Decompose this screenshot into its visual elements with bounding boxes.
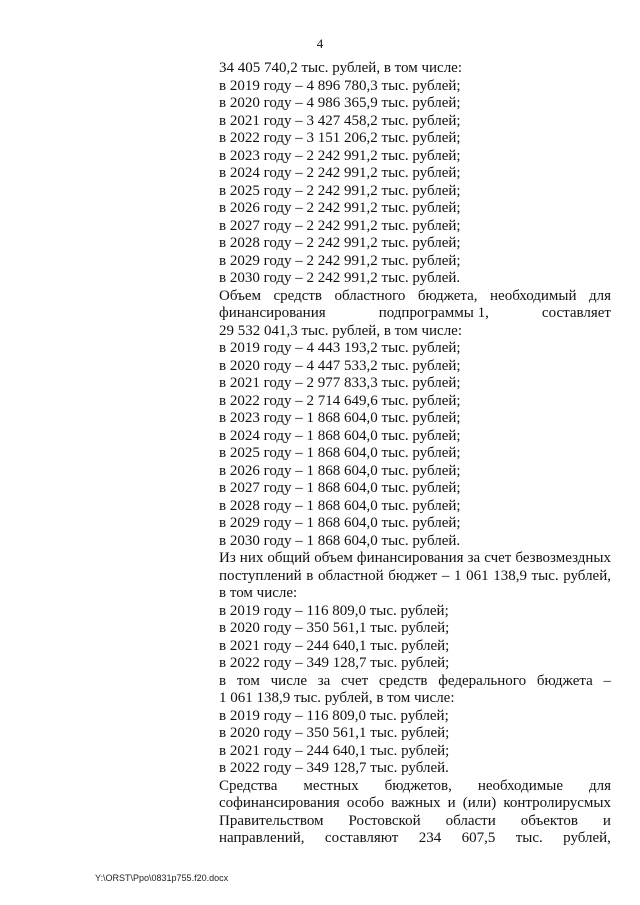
year-line: в 2019 году – 116 809,0 тыс. рублей; <box>219 707 449 724</box>
word: тыс. <box>515 830 543 846</box>
year-line: в 2022 году – 2 714 649,6 тыс. рублей; <box>219 392 461 409</box>
word: и <box>602 812 611 829</box>
year-list-total <box>219 78 611 288</box>
year-line: в 2019 году – 4 443 193,2 тыс. рублей; <box>219 340 461 356</box>
text-line: поступлений в областной бюджет – 1 061 138,9 тыс. рублей, <box>219 567 611 584</box>
word: составляет <box>541 305 611 321</box>
text-line: в том числе за счет средств федерального бюджета – <box>219 672 611 689</box>
year-line: в 2023 году – 1 868 604,0 тыс. рублей; <box>219 410 461 426</box>
word: бюджетов, <box>384 777 452 794</box>
year-line: в 2030 году – 1 868 604,0 тыс. рублей. <box>219 532 461 549</box>
document-body <box>219 60 611 848</box>
year-line: в 2020 году – 4 447 533,2 тыс. рублей; <box>219 357 461 374</box>
year-line: в 2028 году – 2 242 991,2 тыс. рублей; <box>219 235 461 251</box>
para-grants-line2 <box>219 568 611 586</box>
year-line: в 2022 году – 349 128,7 тыс. рублей; <box>219 655 450 671</box>
year-line: в 2024 году – 1 868 604,0 тыс. рублей; <box>219 427 461 444</box>
para-federal-line1 <box>219 673 611 691</box>
year-list-grants <box>219 603 611 673</box>
year-line: в 2021 году – 2 977 833,3 тыс. рублей; <box>219 375 461 391</box>
word: составляют <box>324 830 399 846</box>
para-regional-line1 <box>219 288 611 306</box>
word: необходимые <box>477 777 563 794</box>
para-local-line1 <box>219 778 611 796</box>
year-line: в 2027 году – 1 868 604,0 тыс. рублей; <box>219 480 461 496</box>
word: подпрограммы 1, <box>378 305 489 321</box>
word: 607,5 <box>461 830 496 846</box>
year-line: в 2030 году – 2 242 991,2 тыс. рублей. <box>219 270 461 286</box>
word: рублей, <box>563 830 611 846</box>
para-regional-line3: 29 532 041,3 тыс. рублей, в том числе: <box>219 322 463 339</box>
year-line: в 2021 году – 3 427 458,2 тыс. рублей; <box>219 112 461 129</box>
year-line: в 2025 году – 2 242 991,2 тыс. рублей; <box>219 182 461 199</box>
year-line: в 2022 году – 3 151 206,2 тыс. рублей; <box>219 130 461 146</box>
year-line: в 2020 году – 350 561,1 тыс. рублей; <box>219 620 450 636</box>
para-local-line3 <box>219 813 611 831</box>
text-line: софинансирования особо важных и (или) контролирусмых <box>219 795 611 811</box>
word: для <box>588 777 611 794</box>
year-line: в 2024 году – 2 242 991,2 тыс. рублей; <box>219 165 461 181</box>
year-line: в 2027 году – 2 242 991,2 тыс. рублей; <box>219 217 461 234</box>
word: финансирования <box>219 305 326 321</box>
year-line: в 2025 году – 1 868 604,0 тыс. рублей; <box>219 445 461 461</box>
para-local-line2 <box>219 795 611 813</box>
word: объектов <box>520 812 578 829</box>
year-line: в 2022 году – 349 128,7 тыс. рублей. <box>219 760 449 776</box>
year-line: в 2021 году – 244 640,1 тыс. рублей; <box>219 637 450 654</box>
year-list-regional <box>219 340 611 550</box>
year-line: в 2020 году – 4 986 365,9 тыс. рублей; <box>219 95 461 111</box>
para-grants-line3: в том числе: <box>219 585 298 601</box>
word: направлений, <box>219 830 305 846</box>
para-regional-line2 <box>219 305 611 323</box>
year-line: в 2026 году – 1 868 604,0 тыс. рублей; <box>219 462 461 479</box>
total-line: 34 405 740,2 тыс. рублей, в том числе: <box>219 60 463 76</box>
file-path-footer: Y:\ORST\Ppo\0831p755.f20.docx <box>95 873 229 883</box>
word: области <box>445 812 496 829</box>
word: местных <box>303 777 359 794</box>
year-line: в 2029 году – 2 242 991,2 тыс. рублей; <box>219 252 461 269</box>
year-line: в 2029 году – 1 868 604,0 тыс. рублей; <box>219 515 461 531</box>
text-line: Объем средств областного бюджета, необходимый для <box>219 287 611 304</box>
word: 234 <box>418 830 442 846</box>
year-line: в 2019 году – 116 809,0 тыс. рублей; <box>219 602 449 619</box>
year-list-federal <box>219 708 611 778</box>
para-federal-line2: 1 061 138,9 тыс. рублей, в том числе: <box>219 690 455 706</box>
year-line: в 2021 году – 244 640,1 тыс. рублей; <box>219 742 450 759</box>
year-line: в 2020 году – 350 561,1 тыс. рублей; <box>219 725 450 741</box>
word: Средства <box>219 777 278 794</box>
year-line: в 2028 году – 1 868 604,0 тыс. рублей; <box>219 497 461 514</box>
word: Правительством <box>219 812 324 829</box>
year-line: в 2026 году – 2 242 991,2 тыс. рублей; <box>219 200 461 216</box>
year-line: в 2019 году – 4 896 780,3 тыс. рублей; <box>219 77 461 94</box>
text-line: Из них общий объем финансирования за счет безвозмездных <box>219 550 611 566</box>
word: Ростовской <box>348 812 421 829</box>
year-line: в 2023 году – 2 242 991,2 тыс. рублей; <box>219 147 461 164</box>
para-local-line4 <box>219 830 611 848</box>
page-number: 4 <box>316 36 324 51</box>
para-grants-line1 <box>219 550 611 568</box>
